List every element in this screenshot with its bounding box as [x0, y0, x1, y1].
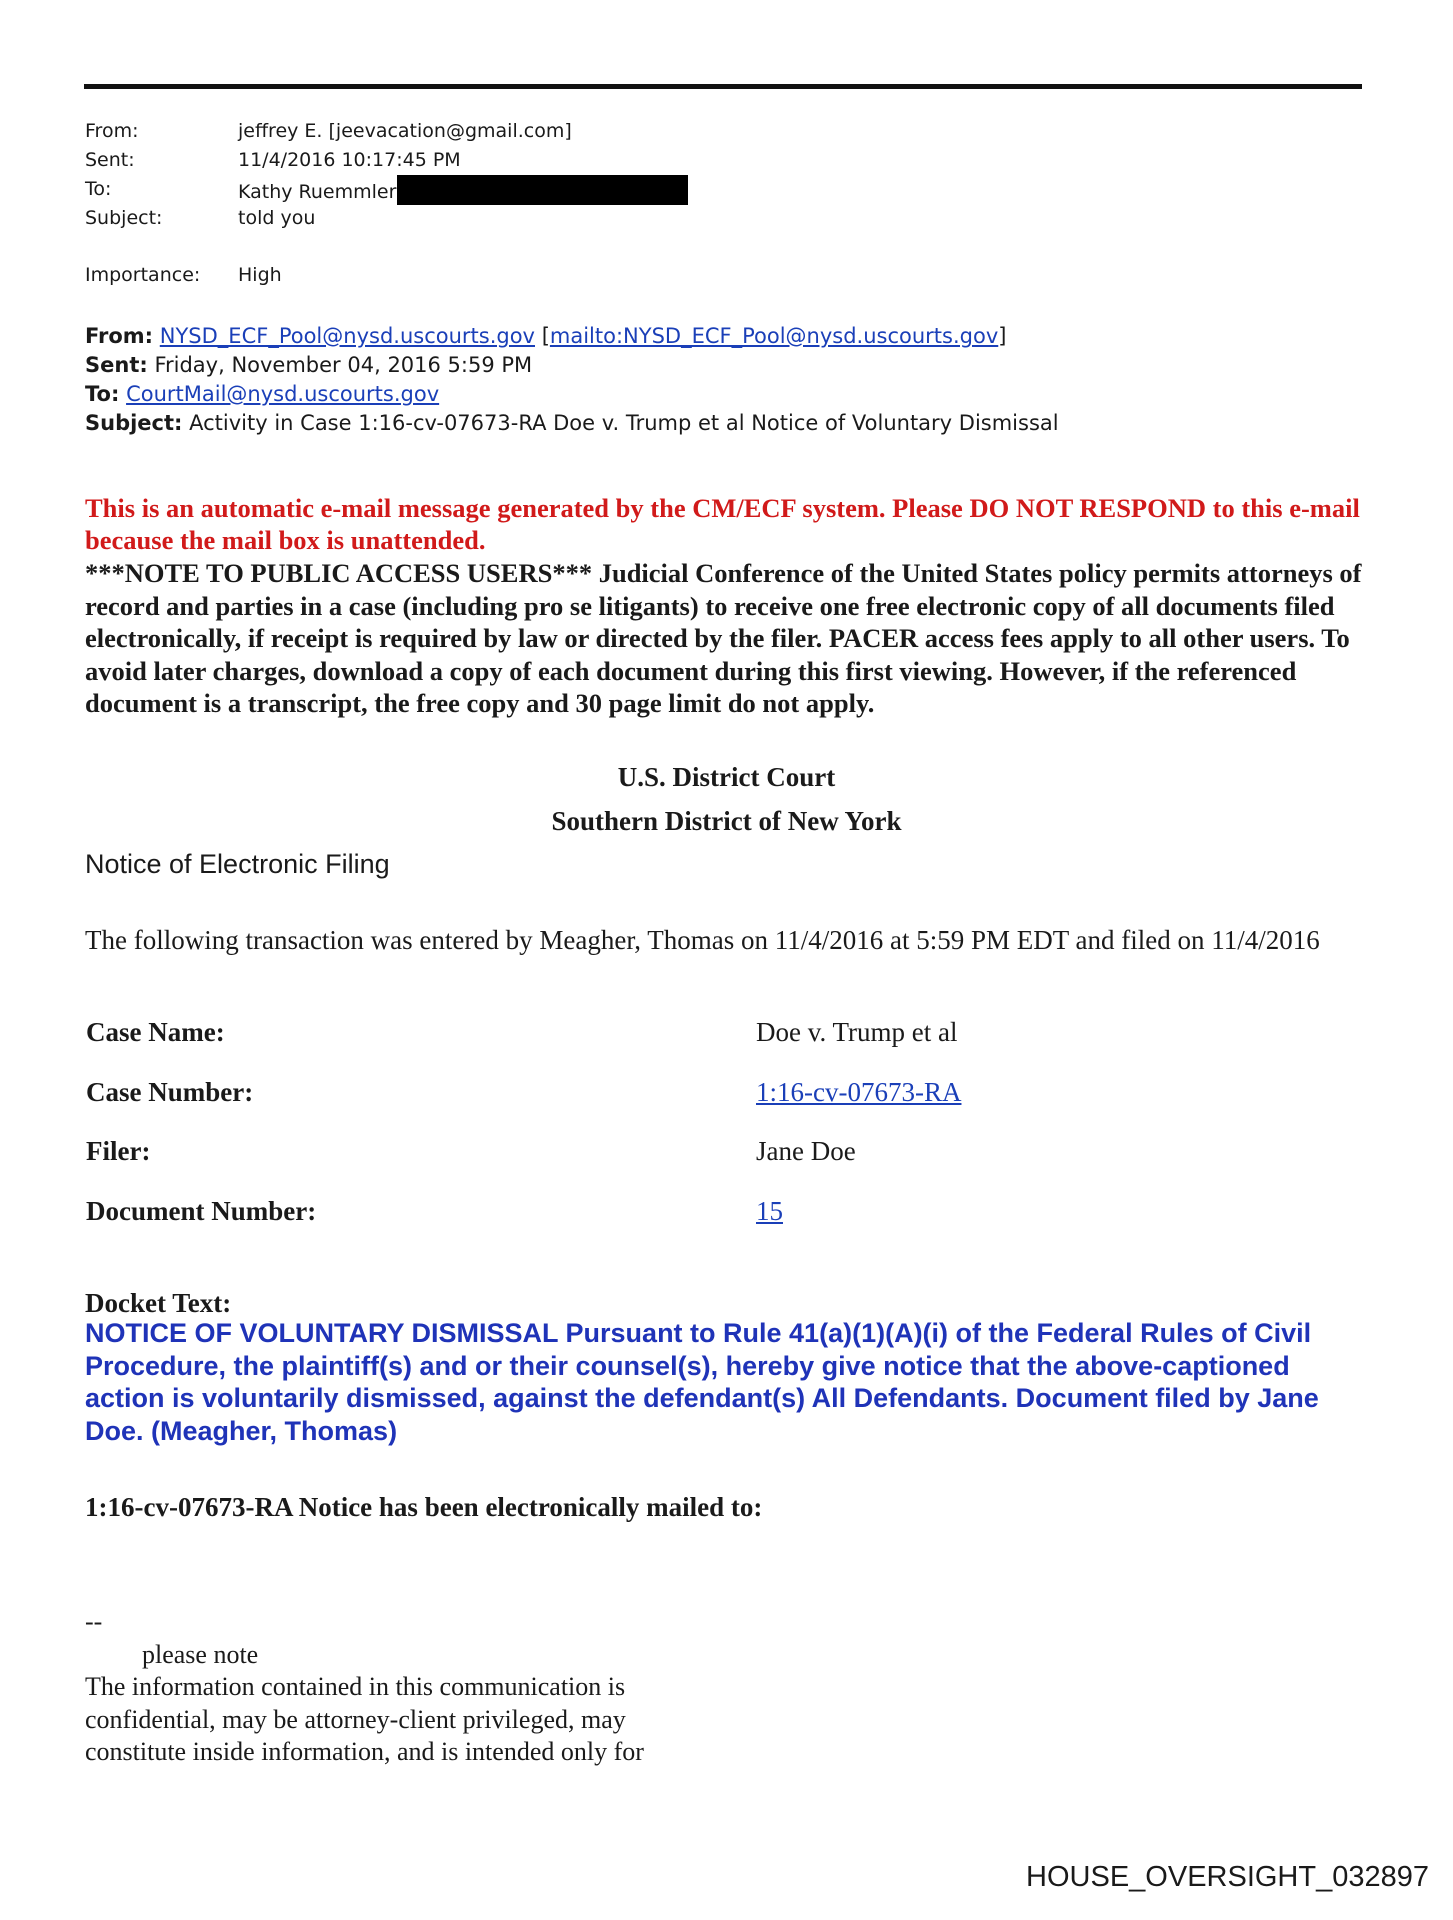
bates-number: HOUSE_OVERSIGHT_032897	[1026, 1861, 1429, 1893]
case-name-label: Case Name:	[86, 1017, 225, 1047]
forwarded-from-email-link[interactable]: NYSD_ECF_Pool@nysd.uscourts.gov	[159, 324, 535, 348]
docket-text: NOTICE OF VOLUNTARY DISMISSAL Pursuant to Rule 41(a)(1)(A)(i) of the Federal Rules of Civil Procedure, the plaintiff(s) and or their counsel(s), hereby give notice that the above-captioned action is voluntarily dismissed, against the defendant(s) All Defendants. Document filed by Jane Doe. (Meagher, Thomas)	[85, 1318, 1319, 1446]
forwarded-subject-row	[85, 409, 1059, 438]
header-to-value: Kathy Ruemmler	[238, 181, 397, 203]
header-sent-value: 11/4/2016 10:17:45 PM	[238, 149, 461, 171]
forwarded-sent-label: Sent:	[85, 353, 148, 377]
court-district: Southern District of New York	[551, 806, 902, 836]
header-from-label: From:	[85, 120, 139, 142]
automatic-message-warning: This is an automatic e-mail message generated by the CM/ECF system. Please DO NOT RESPOND to this e-mail because the mail box is unattended.	[85, 493, 1360, 555]
forwarded-to-email-link[interactable]: CourtMail@nysd.uscourts.gov	[126, 382, 440, 406]
signature-please-note: please note	[142, 1639, 259, 1669]
signature-block	[85, 1606, 644, 1769]
public-access-note: ***NOTE TO PUBLIC ACCESS USERS*** Judicial Conference of the United States policy permits attorneys of record and parties in a case (including pro se litigants) to receive one free electronic copy of all documents filed electronically, if receipt is required by law or directed by the filer. PACER access fees apply to all other users. To avoid later charges, download a copy of each document during this first viewing. However, if the referenced document is a transcript, the free copy and 30 page limit do not apply.	[85, 558, 1362, 718]
forwarded-subject-value: Activity in Case 1:16-cv-07673-RA Doe v. Trump et al Notice of Voluntary Dismissal	[189, 411, 1059, 435]
header-to-label: To:	[85, 178, 112, 200]
header-importance-label: Importance:	[85, 264, 201, 286]
forwarded-sent-row	[85, 351, 1059, 380]
signature-line-4: constitute inside information, and is intended only for	[85, 1737, 644, 1766]
nef-title: Notice of Electronic Filing	[85, 849, 390, 879]
case-name-value: Doe v. Trump et al	[756, 1017, 958, 1047]
header-from-value: jeffrey E. [jeevacation@gmail.com]	[238, 120, 572, 142]
docket-text-label: Docket Text:	[85, 1288, 232, 1318]
court-name: U.S. District Court	[617, 762, 836, 792]
forwarded-mailto-open: [	[541, 324, 550, 348]
forwarded-mailto-close: ]	[998, 324, 1007, 348]
signature-line-3: confidential, may be attorney-client privileged, may	[85, 1704, 626, 1734]
redaction-bar	[397, 175, 688, 205]
header-importance-value: High	[238, 264, 282, 286]
transaction-text: The following transaction was entered by Meagher, Thomas on 11/4/2016 at 5:59 PM EDT and filed on 11/4/2016	[85, 925, 1320, 955]
forwarded-mailto-link[interactable]: mailto:NYSD_ECF_Pool@nysd.uscourts.gov	[549, 324, 999, 348]
forwarded-subject-label: Subject:	[85, 411, 183, 435]
electronically-mailed-to: 1:16-cv-07673-RA Notice has been electronically mailed to:	[85, 1492, 763, 1522]
forwarded-to-row	[85, 380, 1059, 409]
signature-dashes: --	[85, 1607, 103, 1636]
top-rule	[84, 84, 1362, 89]
header-to-cell	[238, 175, 688, 207]
header-subject-value: told you	[238, 207, 316, 229]
case-number-label: Case Number:	[86, 1077, 254, 1107]
forwarded-to-label: To:	[85, 382, 120, 406]
case-number-link[interactable]: 1:16-cv-07673-RA	[756, 1077, 962, 1107]
forwarded-from-label: From:	[85, 324, 154, 348]
forwarded-from-row	[85, 322, 1059, 351]
header-subject-label: Subject:	[85, 207, 163, 229]
forwarded-header	[85, 322, 1059, 438]
signature-line-2: The information contained in this communication is	[85, 1672, 626, 1701]
document-number-link[interactable]: 15	[756, 1196, 783, 1226]
filer-value: Jane Doe	[756, 1136, 856, 1166]
header-sent-label: Sent:	[85, 149, 135, 171]
forwarded-sent-value: Friday, November 04, 2016 5:59 PM	[154, 353, 533, 377]
document-number-label: Document Number:	[86, 1196, 317, 1226]
filer-label: Filer:	[86, 1136, 151, 1166]
